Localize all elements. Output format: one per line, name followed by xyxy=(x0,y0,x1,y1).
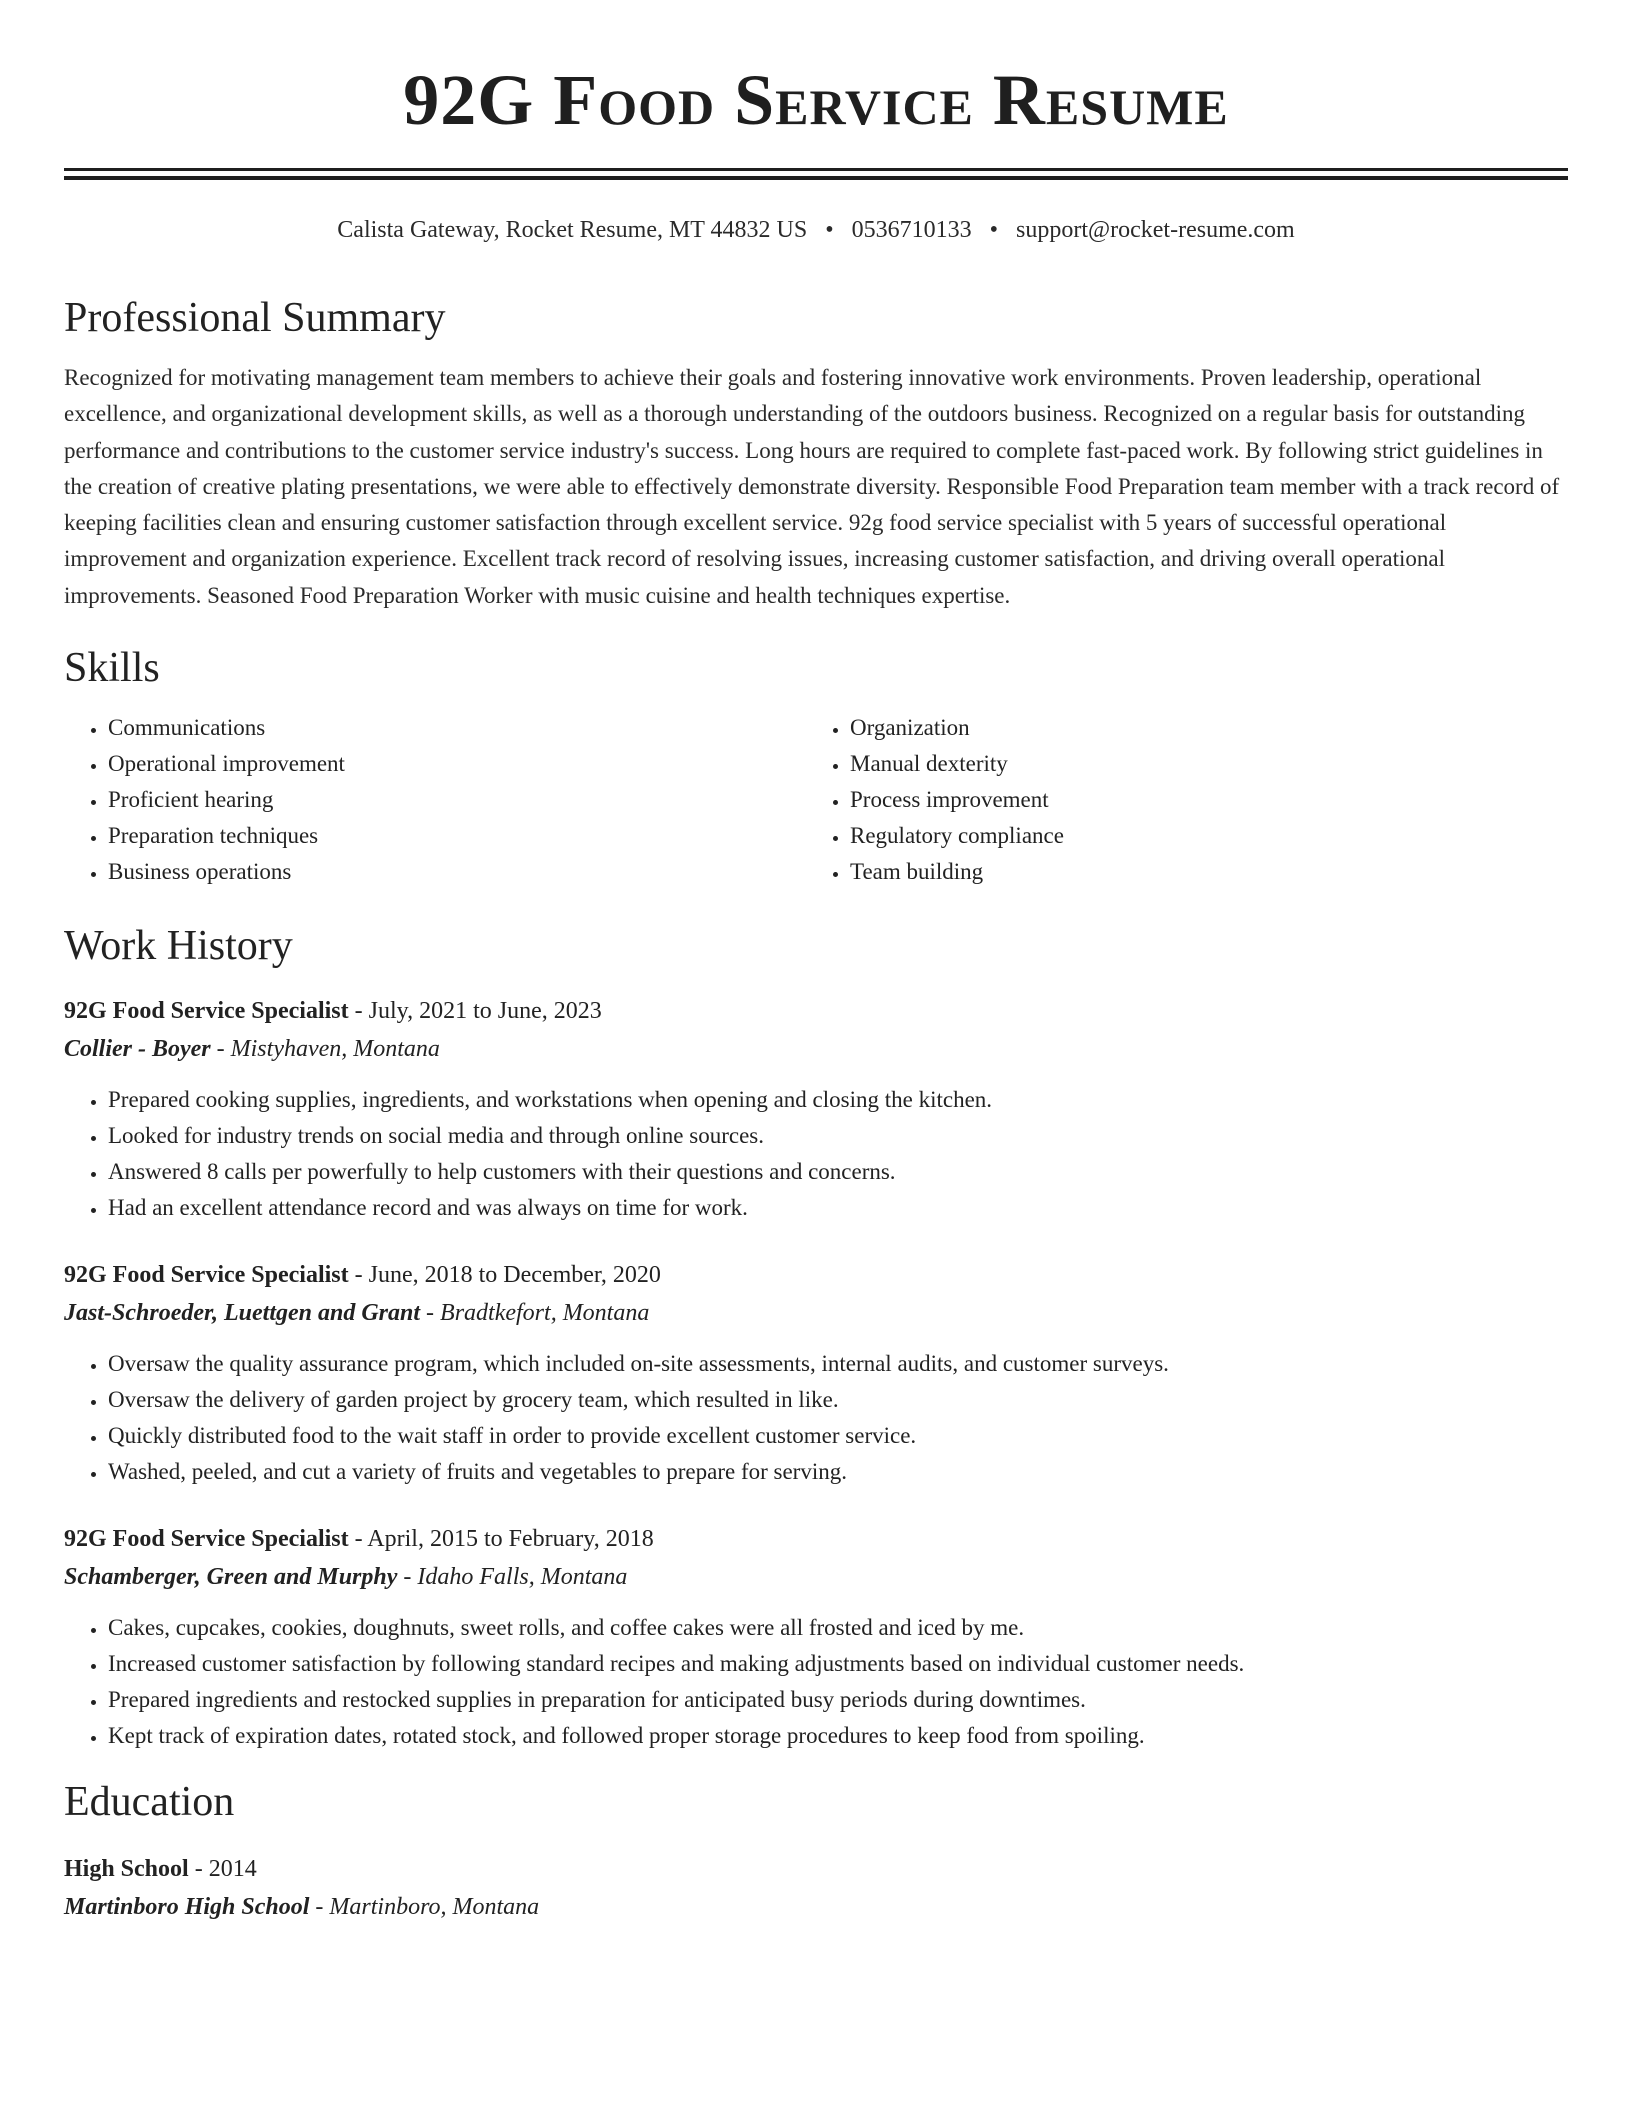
job-company-line xyxy=(64,1030,1568,1068)
skill-item: • Manual dexterity xyxy=(850,746,1548,782)
skill-item: • Proficient hearing xyxy=(108,782,806,818)
skill-item: • Communications xyxy=(108,710,806,746)
skill-item: • Organization xyxy=(850,710,1548,746)
job-dates: - April, 2015 to February, 2018 xyxy=(348,1526,654,1553)
job-bullet: • Kept track of expiration dates, rotated stock, and followed proper storage procedures to keep food from spoiling. xyxy=(108,1718,1568,1754)
job-dates: - June, 2018 to December, 2020 xyxy=(348,1262,661,1289)
skills-list-left xyxy=(64,710,806,890)
job-location: - Idaho Falls, Montana xyxy=(397,1564,628,1591)
summary-text: Recognized for motivating management team members to achieve their goals and fostering innovative work environments. Proven leadership, operational excellence, and organizational development skills, as well as a thorough understanding of the outdoors business. Recognized on a regular basis for outstanding performance and contributions to the customer service industry's success. Long hours are required to complete fast-paced work. By following strict guidelines in the creation of creative plating presentations, we were able to effectively demonstrate diversity. Responsible Food Preparation team member with a track record of keeping facilities clean and ensuring customer satisfaction through excellent service. 92g food service specialist with 5 years of successful operational improvement and organization experience. Excellent track record of resolving issues, increasing customer satisfaction, and driving overall operational improvements. Seasoned Food Preparation Worker with music cuisine and health techniques expertise. xyxy=(64,365,1560,608)
skill-item: • Operational improvement xyxy=(108,746,806,782)
contact-address: Calista Gateway, Rocket Resume, MT 44832 US xyxy=(337,217,808,243)
job-bullets xyxy=(64,1346,1568,1490)
skill-item: • Team building xyxy=(850,854,1548,890)
job-bullet: • Looked for industry trends on social media and through online sources. xyxy=(108,1118,1568,1154)
education-heading: Education xyxy=(64,1779,235,1826)
education-year: - 2014 xyxy=(188,1856,257,1883)
job-company: Collier - Boyer xyxy=(64,1036,211,1063)
job-company-line xyxy=(64,1558,1568,1596)
job-company-line xyxy=(64,1294,1568,1332)
job-entry xyxy=(64,992,1568,1226)
summary-heading: Professional Summary xyxy=(64,295,446,341)
skills-grid xyxy=(64,710,1568,890)
skills-list-right xyxy=(806,710,1548,890)
job-bullet: • Cakes, cupcakes, cookies, doughnuts, sweet rolls, and coffee cakes were all frosted and iced by me. xyxy=(108,1610,1568,1646)
job-company: Schamberger, Green and Murphy xyxy=(64,1564,398,1591)
contact-line xyxy=(64,214,1568,246)
education-entry xyxy=(64,1850,1568,1926)
skill-item: • Business operations xyxy=(108,854,806,890)
job-bullet: • Oversaw the quality assurance program, which included on-site assessments, internal audits, and customer surveys. xyxy=(108,1346,1568,1382)
resume-title: 92G Food Service Resume xyxy=(403,60,1229,140)
skill-item: • Process improvement xyxy=(850,782,1548,818)
job-role: 92G Food Service Specialist xyxy=(64,1526,349,1553)
contact-phone: 0536710133 xyxy=(851,217,972,243)
education-degree-line xyxy=(64,1850,1568,1888)
job-location: - Bradtkefort, Montana xyxy=(420,1300,650,1327)
job-dates: - July, 2021 to June, 2023 xyxy=(348,998,602,1025)
job-bullet: • Had an excellent attendance record and was always on time for work. xyxy=(108,1190,1568,1226)
job-bullet: • Prepared cooking supplies, ingredients, and workstations when opening and closing the kitchen. xyxy=(108,1082,1568,1118)
job-location: - Mistyhaven, Montana xyxy=(210,1036,440,1063)
job-role: 92G Food Service Specialist xyxy=(64,998,349,1025)
job-bullets xyxy=(64,1082,1568,1226)
education-school-line xyxy=(64,1888,1568,1926)
job-bullet: • Answered 8 calls per powerfully to help customers with their questions and concerns. xyxy=(108,1154,1568,1190)
contact-separator: • xyxy=(989,217,999,243)
job-bullet: • Oversaw the delivery of garden project by grocery team, which resulted in like. xyxy=(108,1382,1568,1418)
job-role: 92G Food Service Specialist xyxy=(64,1262,349,1289)
job-entry xyxy=(64,1256,1568,1490)
job-bullet: • Washed, peeled, and cut a variety of fruits and vegetables to prepare for serving. xyxy=(108,1454,1568,1490)
job-bullet: • Prepared ingredients and restocked supplies in preparation for anticipated busy periods during downtimes. xyxy=(108,1682,1568,1718)
skill-item: • Regulatory compliance xyxy=(850,818,1548,854)
education-degree: High School xyxy=(64,1856,189,1883)
title-rule-top xyxy=(64,168,1568,171)
skill-item: • Preparation techniques xyxy=(108,818,806,854)
work-history-heading: Work History xyxy=(64,923,293,970)
title-rule-bottom xyxy=(64,176,1568,180)
job-title-line xyxy=(64,1520,1568,1558)
contact-separator: • xyxy=(825,217,834,243)
job-entry xyxy=(64,1520,1568,1754)
job-bullet: • Quickly distributed food to the wait staff in order to provide excellent customer service. xyxy=(108,1418,1568,1454)
contact-email: support@rocket-resume.com xyxy=(1016,217,1295,243)
skills-heading: Skills xyxy=(64,645,160,692)
job-bullet: • Increased customer satisfaction by following standard recipes and making adjustments based on individual customer needs. xyxy=(108,1646,1568,1682)
education-school: Martinboro High School xyxy=(64,1894,310,1921)
education-location: - Martinboro, Montana xyxy=(309,1894,540,1921)
job-bullets xyxy=(64,1610,1568,1754)
job-title-line xyxy=(64,992,1568,1030)
job-title-line xyxy=(64,1256,1568,1294)
job-company: Jast-Schroeder, Luettgen and Grant xyxy=(64,1300,421,1327)
